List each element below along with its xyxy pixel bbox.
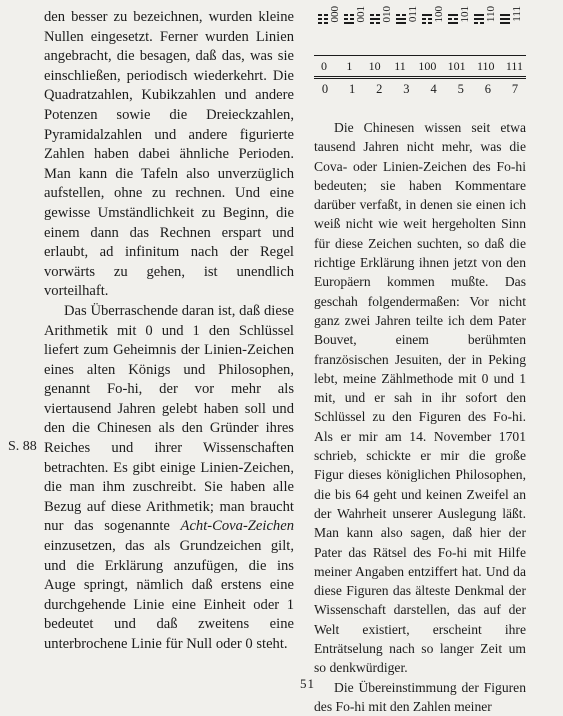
solid-line xyxy=(474,14,484,16)
trigram-icon xyxy=(396,4,406,24)
decimal-value: 7 xyxy=(511,81,519,96)
trigram-code: 111 xyxy=(510,6,523,22)
paragraph-2-end: einzusetzen, das als Grundzeichen gilt, und die Erklärung anzufügen, die ins Auge springt, nämlich daß erstens eine durchgehende Linie eine Einheit oder 1 bedeutet und daß zweitens eine unterbrochene Linie für Null oder 0 steht. xyxy=(44,538,294,652)
table-rule-middle-2 xyxy=(314,78,526,79)
solid-line xyxy=(448,22,458,24)
left-text-column xyxy=(44,8,294,655)
solid-line xyxy=(422,14,432,16)
paragraph-1: den besser zu bezeichnen, wurden kleine Nullen eingesetzt. Ferner wurden Linien angebracht, die besagen, daß das, was sie einschließen, periodisch wiederkehrt. Die Quadratzahlen, Kubikzahlen und andere Potenzen sowie die Dreieckzahlen, Pyramidalzahlen und andere figurierte Zahlen haben dabei ähnliche Perioden. Man kann die Tafeln also unverzüglich aufstellen, ohne zu rechnen. Und eine gewisse Umständlichkeit zu Beginn, die einem dann das Rechnen erspart und erlaubt, ad infinitum nach der Regel vorwärts zu gehen, ist unendlich vorteilhaft. xyxy=(44,9,294,300)
solid-line xyxy=(474,18,484,20)
solid-line xyxy=(344,22,354,24)
broken-line xyxy=(422,18,432,20)
trigram-row xyxy=(314,4,526,54)
solid-line xyxy=(448,14,458,16)
margin-reference: S. 88 xyxy=(8,439,37,454)
broken-line xyxy=(318,14,328,16)
broken-line xyxy=(422,22,432,24)
broken-line xyxy=(318,18,328,20)
solid-line xyxy=(500,18,510,20)
decimal-value: 5 xyxy=(457,81,464,96)
binary-value: 101 xyxy=(447,58,466,73)
solid-line xyxy=(500,14,510,16)
binary-value: 10 xyxy=(368,58,381,73)
trigram-icon xyxy=(344,4,354,24)
trigram-icon xyxy=(474,4,484,24)
binary-value: 1 xyxy=(346,58,353,73)
broken-line xyxy=(370,22,380,24)
trigram-icon xyxy=(318,4,328,24)
binary-value: 0 xyxy=(321,58,327,73)
decimal-value: 3 xyxy=(403,81,410,96)
acht-cova-term: Acht-Cova-Zeichen xyxy=(180,518,294,535)
trigram-code: 011 xyxy=(406,6,419,23)
binary-value: 11 xyxy=(394,58,406,73)
trigram-icon xyxy=(500,4,510,24)
binary-row xyxy=(314,57,526,75)
trigram-code: 000 xyxy=(328,6,341,23)
right-text-column xyxy=(314,118,526,716)
trigram-cell xyxy=(396,4,418,54)
trigram-code: 001 xyxy=(354,6,367,23)
solid-line xyxy=(396,18,406,20)
paragraph-2 xyxy=(44,302,294,655)
binary-value: 111 xyxy=(505,58,523,73)
table-rule-top xyxy=(314,55,526,56)
broken-line xyxy=(474,22,484,24)
solid-line xyxy=(396,22,406,24)
decimal-value: 1 xyxy=(349,81,356,96)
table-rule-middle xyxy=(314,76,526,77)
trigram-code: 010 xyxy=(380,6,393,23)
trigram-icon xyxy=(370,4,380,24)
broken-line xyxy=(344,14,354,16)
trigram-cell xyxy=(318,4,340,54)
decimal-value: 0 xyxy=(321,81,329,96)
trigram-cell xyxy=(474,4,496,54)
trigram-cell xyxy=(422,4,444,54)
binary-value: 100 xyxy=(418,58,437,73)
paragraph-3: Die Chinesen wissen seit etwa tausend Jahren nicht mehr, was die Cova- oder Linien-Zeichen des Fo-hi bedeuten; sie haben Kommentare darüber verfaßt, in denen sie einen ich weiß nicht wie weit hergeholten Sinn für diese Zeichen suchten, so daß die richtige Erklärung ihnen jetzt von den Europäern kommen mußte. Das geschah folgendermaßen: Vor nicht ganz zwei Jahren teilte ich dem Pater Bouvet, einem berühmten französischen Jesuiten, der in Peking lebt, meine Zählmethode mit 0 und 1 mit, und er sah in ihr sofort den Schlüssel zu den Figuren des Fo-hi. Als er mir am 14. November 1701 schrieb, schickte er mir die große Figur dieses königlichen Philosophen, die bis 64 geht und keinen Zweifel an der Wahrheit unserer Auslegung läßt. Man kann also sagen, daß hier der Pater das Rätsel des Fo-hi mit Hilfe meiner Angaben entziffert hat. Und da diese Figuren das älteste Denkmal der Wissenschaft darstellen, das auf der Welt existiert, erscheint ihre Enträtselung nach so langer Zeit um so denkwürdiger. xyxy=(314,120,526,676)
binary-value: 110 xyxy=(476,58,495,73)
solid-line xyxy=(370,18,380,20)
trigram-code: 101 xyxy=(458,6,471,23)
broken-line xyxy=(448,18,458,20)
decimal-value: 6 xyxy=(484,81,491,96)
broken-line xyxy=(370,14,380,16)
broken-line xyxy=(318,22,328,24)
hexagram-table xyxy=(314,4,526,98)
paragraph-4: Die Übereinstimmung der Figuren des Fo-hi mit den Zahlen meiner xyxy=(314,679,526,714)
trigram-cell xyxy=(500,4,522,54)
trigram-cell xyxy=(370,4,392,54)
trigram-code: 110 xyxy=(484,6,497,23)
decimal-row xyxy=(314,80,526,98)
page-number: 51 xyxy=(300,676,315,691)
decimal-value: 4 xyxy=(430,81,437,96)
trigram-cell xyxy=(448,4,470,54)
broken-line xyxy=(396,14,406,16)
trigram-icon xyxy=(422,4,432,24)
paragraph-2-text: Das Überraschende daran ist, daß diese Arithmetik mit 0 und 1 den Schlüssel liefert zum Geheimnis der Linien-Zeichen eines alten Königs und Philosophen, genannt Fo-hi, der vor mehr als viertausend Jahren gelebt haben soll und den die Chinesen als den Gründer ihres Reiches und ihrer Wissenschaften betrachten. Es gibt einige Linien-Zeichen, die man ihm zuschreibt. Sie haben alle Bezug auf diese Arithmetik; man braucht nur das sogenannte xyxy=(44,302,294,535)
broken-line xyxy=(344,18,354,20)
trigram-code: 100 xyxy=(432,6,445,23)
solid-line xyxy=(500,22,510,24)
decimal-value: 2 xyxy=(376,81,383,96)
trigram-cell xyxy=(344,4,366,54)
trigram-icon xyxy=(448,4,458,24)
